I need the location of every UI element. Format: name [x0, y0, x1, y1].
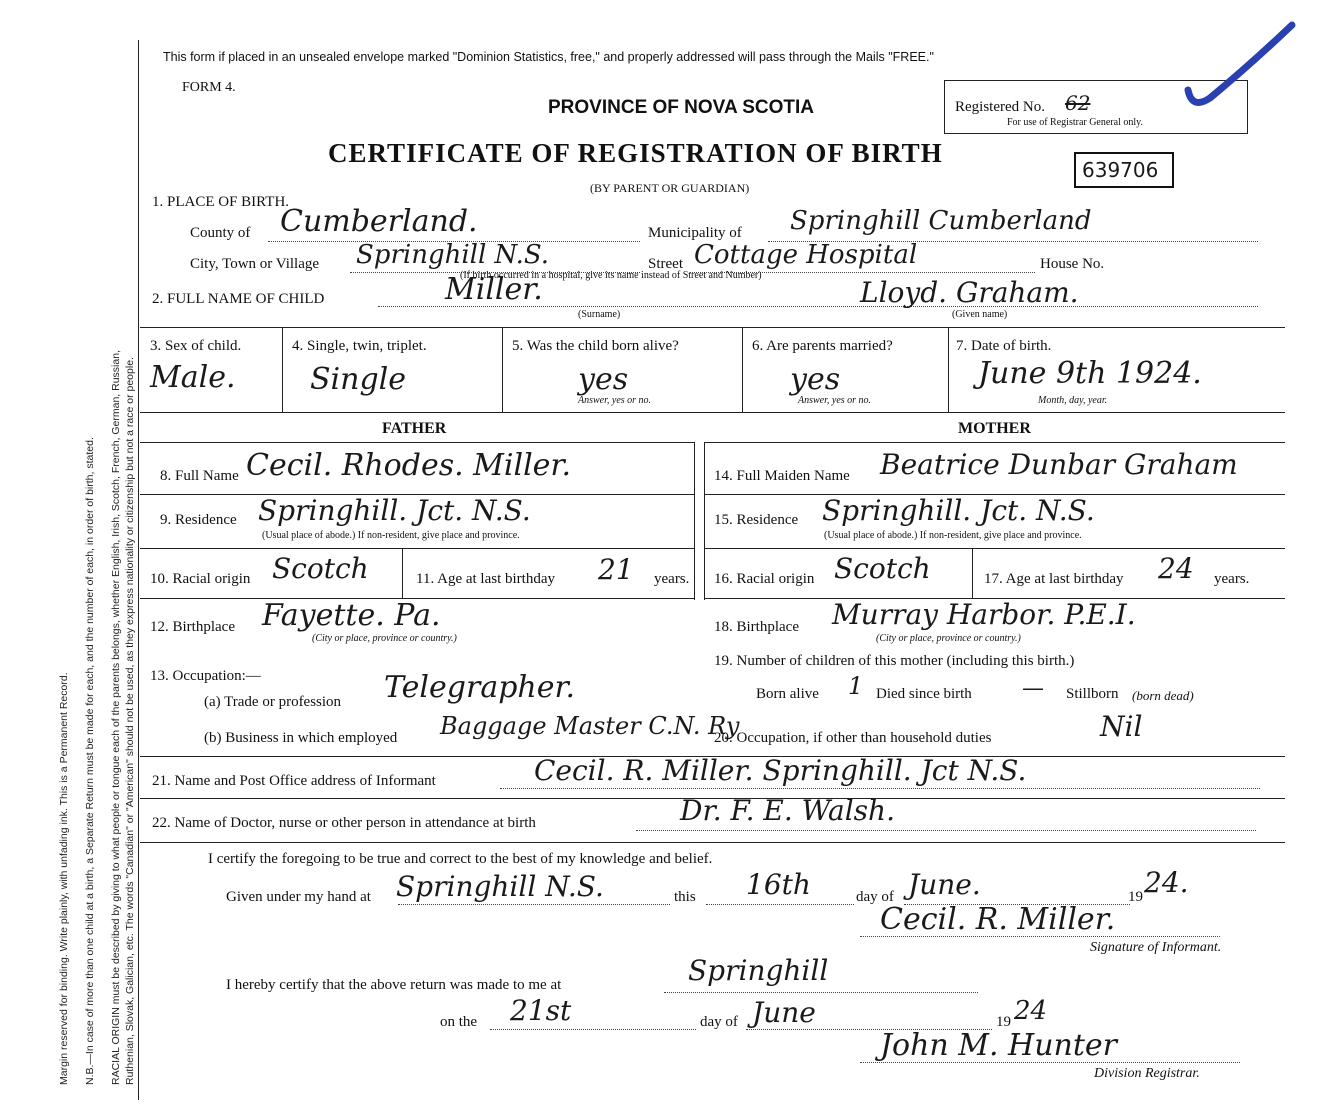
mother-residence-caption: (Usual place of abode.) If non-resident, give place and province.: [824, 530, 1082, 541]
informant-label: 21. Name and Post Office address of Informant: [152, 773, 436, 789]
child-name-label: 2. FULL NAME OF CHILD: [152, 291, 325, 307]
dob-caption: Month, day, year.: [1038, 395, 1108, 406]
died-value: —: [1022, 676, 1044, 701]
this-label: this: [674, 889, 696, 905]
given-day: 16th: [746, 868, 811, 901]
doctor-value: Dr. F. E. Walsh.: [680, 794, 895, 827]
father-birthplace-caption: (City or place, province or country.): [312, 633, 457, 644]
father-heading-line: [140, 442, 695, 443]
mother-row-2: [704, 548, 1285, 549]
trade-value: Telegrapher.: [384, 670, 576, 705]
given-place-line: [398, 904, 670, 905]
mother-left-border: [704, 442, 705, 600]
doctor-line: [636, 830, 1256, 831]
municipality-label: Municipality of: [648, 225, 742, 241]
place-heading: 1. PLACE OF BIRTH.: [152, 194, 290, 210]
municipality-value: Springhill Cumberland: [790, 206, 1092, 236]
alive-label: 5. Was the child born alive?: [512, 338, 679, 354]
given-label: Given under my hand at: [226, 889, 371, 905]
informant-line: [500, 788, 1260, 789]
father-residence-caption: (Usual place of abode.) If non-resident, give place and province.: [262, 530, 520, 541]
father-birthplace: Fayette. Pa.: [262, 598, 441, 633]
mother-occupation: Nil: [1100, 710, 1143, 743]
father-residence: Springhill. Jct. N.S.: [258, 494, 531, 527]
plurality-label: 4. Single, twin, triplet.: [292, 338, 427, 354]
mother-heading: MOTHER: [958, 420, 1031, 437]
father-age-divider: [402, 548, 403, 598]
child-given-name: Lloyd. Graham.: [860, 276, 1079, 309]
side-note-multiple-births: N.B.—In case of more than one child at a birth, a Separate Return must be made for each, and the number of each, in order of birth, stated.: [84, 437, 96, 1085]
father-name: Cecil. Rhodes. Miller.: [246, 448, 572, 483]
dob-value: June 9th 1924.: [978, 356, 1202, 391]
form-number: FORM 4.: [182, 80, 236, 95]
born-alive-label: Born alive: [756, 686, 819, 702]
business-label: (b) Business in which employed: [204, 730, 398, 746]
county-value: Cumberland.: [280, 204, 478, 239]
side-note-racial-origin-1: RACIAL ORIGIN must be described by giving to what people or tongue each of the parents belongs, whether English, Irish, Scotch, French, German, Russian,: [110, 350, 122, 1085]
reg-year-prefix: 19: [996, 1014, 1011, 1030]
form-left-border: [138, 40, 139, 1100]
mother-residence: Springhill. Jct. N.S.: [822, 494, 1095, 527]
registered-value: 62: [1065, 91, 1091, 115]
father-name-label: 8. Full Name: [160, 468, 239, 484]
certificate-title: CERTIFICATE OF REGISTRATION OF BIRTH: [328, 138, 943, 168]
registered-label: Registered No.: [955, 99, 1045, 115]
on-the-label: on the: [440, 1014, 478, 1030]
child-surname: Miller.: [445, 272, 543, 307]
cert-number: 639706: [1082, 158, 1159, 182]
registrar-statement: I hereby certify that the above return was made to me at: [226, 977, 562, 993]
father-residence-label: 9. Residence: [160, 512, 237, 528]
mother-racial-label: 16. Racial origin: [714, 571, 815, 587]
stillborn-label: Stillborn: [1066, 686, 1119, 702]
father-racial: Scotch: [272, 552, 369, 585]
reg-year: 24: [1014, 996, 1048, 1026]
given-caption: (Given name): [952, 309, 1008, 320]
occupation-label: 13. Occupation:—: [150, 668, 261, 684]
county-label: County of: [190, 225, 251, 241]
given-year: 24.: [1144, 866, 1189, 899]
father-years-label: years.: [654, 571, 690, 587]
mother-name-label: 14. Full Maiden Name: [714, 468, 850, 484]
sex-value: Male.: [150, 360, 236, 395]
married-value: yes: [790, 362, 841, 397]
died-label: Died since birth: [876, 686, 972, 702]
doctor-label: 22. Name of Doctor, nurse or other person in attendance at birth: [152, 815, 536, 831]
given-month: June.: [908, 868, 981, 901]
given-place: Springhill N.S.: [396, 870, 604, 903]
year-prefix: 19: [1128, 889, 1143, 905]
mother-occupation-label: 20. Occupation, if other than household duties: [714, 730, 992, 746]
reg-day-line: [490, 1029, 696, 1030]
trade-label: (a) Trade or profession: [204, 694, 342, 710]
married-label: 6. Are parents married?: [752, 338, 893, 354]
born-alive-value: 1: [848, 672, 864, 700]
given-day-line: [706, 904, 854, 905]
certificate-subtitle: (BY PARENT OR GUARDIAN): [590, 181, 750, 195]
mother-heading-line: [704, 442, 1285, 443]
mother-birthplace-caption: (City or place, province or country.): [876, 633, 1021, 644]
mother-name: Beatrice Dunbar Graham: [880, 448, 1238, 481]
informant-value: Cecil. R. Miller. Springhill. Jct N.S.: [534, 754, 1027, 787]
business-value: Baggage Master C.N. Ry: [440, 712, 740, 740]
street-label: Street: [648, 256, 683, 272]
province-heading: PROVINCE OF NOVA SCOTIA: [548, 97, 815, 118]
registrar-note: For use of Registrar General only.: [1007, 117, 1143, 128]
stillborn-caption: (born dead): [1132, 688, 1194, 703]
sex-label: 3. Sex of child.: [150, 338, 242, 354]
col-divider-4: [948, 327, 949, 412]
alive-caption: Answer, yes or no.: [578, 395, 652, 406]
reg-day: 21st: [510, 994, 572, 1027]
check-mark-icon: [1180, 20, 1300, 110]
mail-notice: This form if placed in an unsealed envelope marked "Dominion Statistics, free," and properly addressed will pass through the Mails "FREE.": [163, 50, 934, 64]
alive-value: yes: [578, 362, 629, 397]
side-note-racial-origin-2: Ruthenian, Slovak, Galician, etc. The words "Canadian" or "American" should not be used, as they express nationality or citizenship but not a race or people.: [124, 357, 136, 1085]
surname-caption: (Surname): [578, 309, 621, 320]
plurality-value: Single: [310, 362, 407, 397]
reg-day-of-label: day of: [700, 1014, 738, 1030]
father-age-label: 11. Age at last birthday: [416, 571, 555, 587]
mother-residence-label: 15. Residence: [714, 512, 799, 528]
children-label: 19. Number of children of this mother (including this birth.): [714, 653, 1075, 669]
father-heading: FATHER: [382, 420, 447, 437]
informant-signature: Cecil. R. Miller.: [880, 902, 1116, 937]
father-right-border: [694, 442, 695, 600]
street-value: Cottage Hospital: [694, 240, 918, 270]
mother-birthplace: Murray Harbor. P.E.I.: [832, 598, 1136, 631]
father-age: 21: [598, 553, 634, 586]
mother-age: 24: [1158, 552, 1194, 585]
registrar-caption: Division Registrar.: [1094, 1066, 1200, 1081]
cert-number-box: [1074, 152, 1174, 188]
divider-mid: [140, 412, 1285, 413]
hospital-note: (If birth occurred in a hospital, give its name instead of Street and Number): [460, 270, 762, 281]
informant-signature-line: [860, 936, 1220, 937]
reg-month: June: [752, 996, 816, 1029]
informant-caption: Signature of Informant.: [1090, 940, 1222, 955]
certify-statement: I certify the foregoing to be true and correct to the best of my knowledge and belief.: [208, 851, 713, 867]
city-value: Springhill N.S.: [356, 240, 550, 270]
registrar-signature-line: [860, 1062, 1240, 1063]
mother-age-divider: [972, 548, 973, 598]
registrar-signature: John M. Hunter: [880, 1028, 1118, 1063]
mother-years-label: years.: [1214, 571, 1250, 587]
city-label: City, Town or Village: [190, 256, 320, 272]
mother-racial: Scotch: [834, 552, 931, 585]
col-divider-3: [742, 327, 743, 412]
col-divider-2: [502, 327, 503, 412]
day-of-label: day of: [856, 889, 894, 905]
father-row-2: [140, 548, 695, 549]
col-divider-1: [282, 327, 283, 412]
divider-certify: [140, 842, 1285, 843]
mother-birthplace-label: 18. Birthplace: [714, 619, 799, 635]
registrar-place: Springhill: [688, 954, 829, 987]
registrar-place-line: [664, 992, 978, 993]
married-caption: Answer, yes or no.: [798, 395, 872, 406]
dob-label: 7. Date of birth.: [956, 338, 1052, 354]
side-note-permanent: Margin reserved for binding. Write plainly, with unfading ink. This is a Permanent Record.: [58, 672, 70, 1085]
house-label: House No.: [1040, 256, 1105, 272]
father-racial-label: 10. Racial origin: [150, 571, 251, 587]
mother-age-label: 17. Age at last birthday: [984, 571, 1124, 587]
father-birthplace-label: 12. Birthplace: [150, 619, 235, 635]
divider-top: [140, 327, 1285, 328]
